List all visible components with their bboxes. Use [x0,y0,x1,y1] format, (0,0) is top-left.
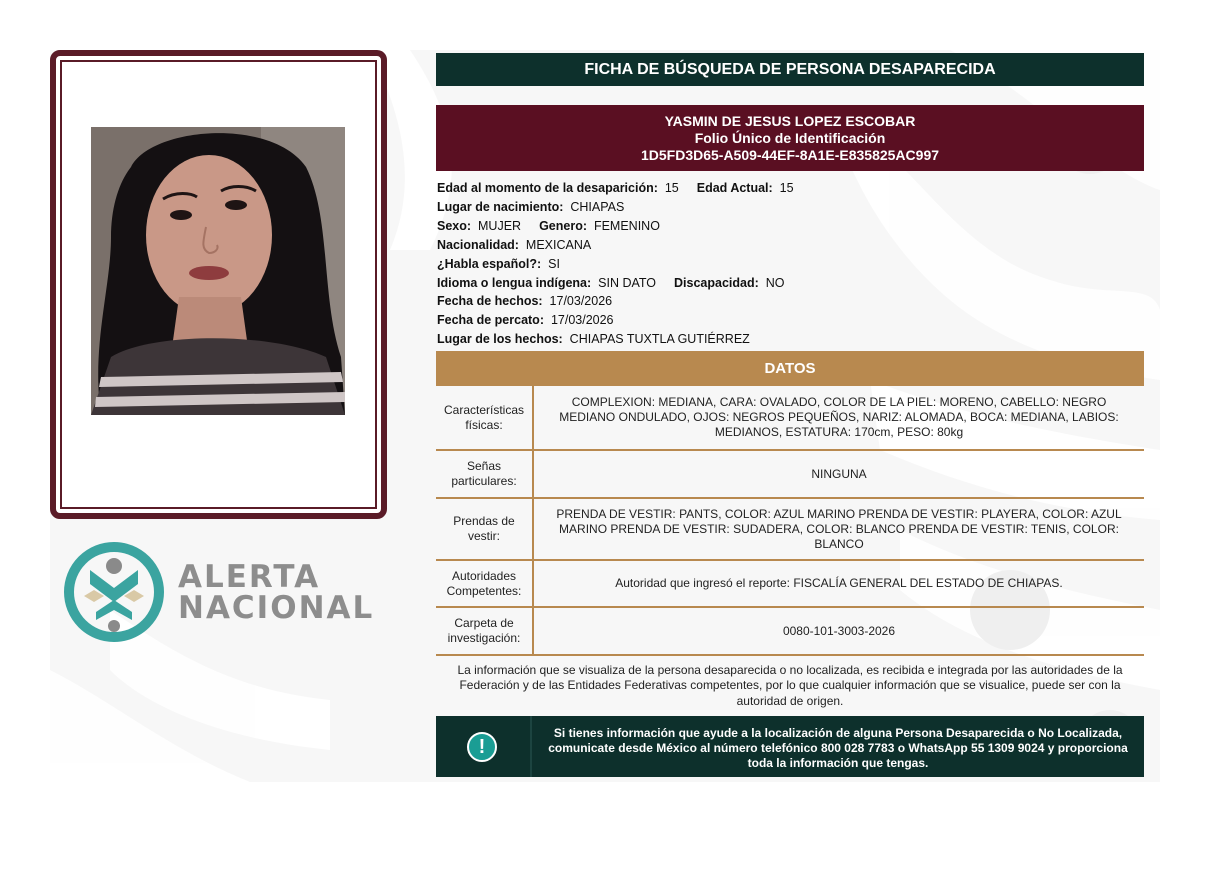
edad-desaparicion-label: Edad al momento de la desaparición: [437,181,658,195]
photo-frame [50,50,387,519]
carpeta-value: 0080-101-3003-2026 [533,607,1144,655]
sexo-label: Sexo: [437,218,472,233]
autoridades-label: Autoridades Competentes: [436,560,533,607]
habla-espanol-value: SI [548,256,560,271]
fecha-hechos-label: Fecha de hechos: [437,294,543,309]
table-row [436,498,1144,560]
nacionalidad-value: MEXICANA [525,237,592,252]
fecha-percato-value: 17/03/2026 [550,313,614,328]
sexo-value: MUJER [478,218,522,233]
contact-alert-bar [436,716,1144,777]
discapacidad-value: NO [765,275,785,290]
disclaimer-text: La información que se visualiza de la persona desaparecida o no localizada, es recibida e integrada por las autoridades de la Federación y de las Entidades Federativas competentes, por lo que cualquier información que se visualice, puede ser con la autoridad de origen. [457,663,1123,708]
table-row [436,560,1144,607]
caracteristicas-label: Características físicas: [436,386,533,450]
habla-espanol-label: ¿Habla español?: [437,256,542,271]
person-name: YASMIN DE JESUS LOPEZ ESCOBAR [664,113,916,129]
lugar-hechos-value: CHIAPAS TUXTLA GUTIÉRREZ [569,332,750,347]
alerta-nacional-emblem-icon [62,540,167,645]
info-row-lugar-hechos [437,330,1137,349]
alerta-nacional-logo [62,540,375,645]
info-row-idioma [437,274,1137,293]
logo-line-1: ALERTA [178,559,321,595]
edad-actual-value: 15 [779,181,794,195]
info-row-fecha-hechos [437,292,1137,311]
carpeta-label: Carpeta de investigación: [436,607,533,655]
folio-label: Folio Único de Identificación [694,130,886,146]
folio-value: 1D5FD3D65-A509-44EF-8A1E-E835825AC997 [640,147,940,163]
prendas-label: Prendas de vestir: [436,498,533,560]
lugar-nacimiento-value: CHIAPAS [570,199,625,214]
person-info [437,179,1137,349]
info-row-edad [437,179,1137,198]
nacionalidad-label: Nacionalidad: [437,237,519,252]
lugar-nacimiento-label: Lugar de nacimiento: [437,199,564,214]
discapacidad-label: Discapacidad: [674,275,759,290]
page-title: FICHA DE BÚSQUEDA DE PERSONA DESAPARECIDA [436,53,1144,86]
genero-label: Genero: [539,218,587,233]
person-name-box [436,105,1144,171]
table-row [436,386,1144,450]
edad-desaparicion-value: 15 [664,181,679,195]
info-row-nacionalidad [437,236,1137,255]
info-row-sexo [437,217,1137,236]
table-row [436,450,1144,498]
autoridades-value: Autoridad que ingresó el reporte: FISCALÍA GENERAL DEL ESTADO DE CHIAPAS. [533,560,1144,607]
senas-value: NINGUNA [533,450,1144,498]
datos-header: DATOS [436,351,1144,386]
alert-icon-cell [436,716,532,777]
table-row [436,607,1144,655]
fecha-percato-label: Fecha de percato: [437,313,544,328]
exclamation-icon: ! [467,732,497,762]
missing-person-photo [91,127,345,415]
info-row-espanol [437,255,1137,274]
prendas-value: PRENDA DE VESTIR: PANTS, COLOR: AZUL MARINO PRENDA DE VESTIR: PLAYERA, COLOR: AZUL MARINO PRENDA DE VESTIR: SUDADERA, COLOR: BLANCO PRENDA DE VESTIR: TENIS, COLOR: BLANCO [533,498,1144,560]
datos-table [436,386,1144,656]
genero-value: FEMENINO [593,218,660,233]
idioma-value: SIN DATO [598,275,657,290]
lugar-hechos-label: Lugar de los hechos: [437,332,563,347]
caracteristicas-value: COMPLEXION: MEDIANA, CARA: OVALADO, COLOR DE LA PIEL: MORENO, CABELLO: NEGRO MEDIANO ONDULADO, OJOS: NEGROS PEQUEÑOS, NARIZ: ALOMADA, BOCA: MEDIANA, LABIOS: MEDIANOS, ESTATURA: 170cm, PESO: 80kg [533,386,1144,450]
info-row-nacimiento [437,198,1137,217]
portrait-illustration [91,127,345,415]
fecha-hechos-value: 17/03/2026 [549,294,613,309]
alerta-nacional-wordmark [178,559,375,626]
senas-label: Señas particulares: [436,450,533,498]
edad-actual-label: Edad Actual: [696,181,773,195]
logo-line-2: NACIONAL [178,590,375,626]
idioma-label: Idioma o lengua indígena: [437,275,592,290]
info-row-fecha-percato [437,311,1137,330]
contact-alert-text: Si tienes información que ayude a la localización de alguna Persona Desaparecida o No Localizada, comunicate desde México al número telefónico 800 028 7783 o WhatsApp 55 1309 9024 y proporciona toda la información que tengas. [548,726,1128,770]
